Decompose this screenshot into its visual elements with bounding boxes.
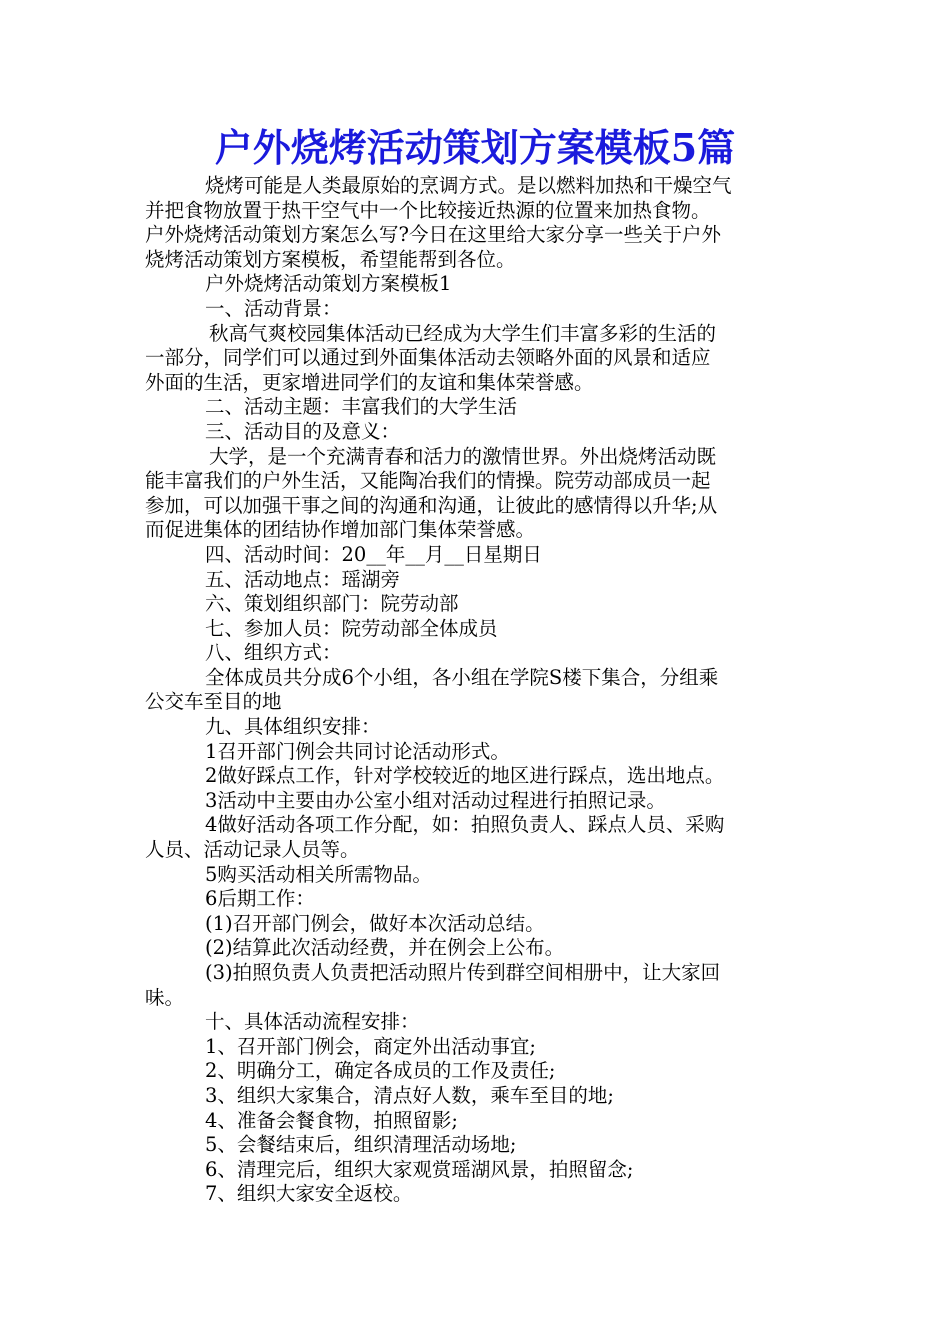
paragraph-line: 全体成员共分成6个小组，各小组在学院S楼下集合，分组乘	[205, 665, 719, 689]
list-item: 4、准备会餐食物，拍照留影;	[205, 1108, 458, 1132]
list-item: 1召开部门例会共同讨论活动形式。	[205, 739, 510, 763]
list-item: 7、组织大家安全返校。	[205, 1182, 413, 1206]
section-heading: 四、活动时间：20__年__月__日星期日	[205, 542, 542, 566]
paragraph-line: 一部分，同学们可以通过到外面集体活动去领略外面的风景和适应	[145, 346, 711, 370]
paragraph-line: 而促进集体的团结协作增加部门集体荣誉感。	[145, 518, 536, 542]
list-item: (3)拍照负责人负责把活动照片传到群空间相册中，让大家回	[205, 961, 721, 984]
list-item: (2)结算此次活动经费，并在例会上公布。	[205, 936, 565, 960]
section-heading: 十、具体活动流程安排：	[205, 1010, 420, 1034]
list-item: 5购买活动相关所需物品。	[205, 862, 432, 886]
list-item: 6、清理完后，组织大家观赏瑶湖风景，拍照留念;	[205, 1157, 634, 1181]
paragraph-line: 秋高气爽校园集体活动已经成为大学生们丰富多彩的生活的	[209, 321, 717, 345]
list-item: 4做好活动各项工作分配，如：拍照负责人、踩点人员、采购	[205, 813, 725, 837]
section-heading: 八、组织方式：	[205, 641, 342, 665]
list-item: 6后期工作：	[205, 887, 315, 911]
document-body	[145, 174, 807, 1207]
paragraph-line: 户外烧烤活动策划方案怎么写?今日在这里给大家分享一些关于户外	[145, 223, 721, 247]
list-item: 2、明确分工，确定各成员的工作及责任;	[205, 1059, 556, 1083]
list-item: 人员、活动记录人员等。	[145, 838, 360, 862]
paragraph-line: 烧烤活动策划方案模板，希望能帮到各位。	[145, 247, 516, 271]
list-item: 3、组织大家集合，清点好人数，乘车至目的地;	[205, 1083, 614, 1107]
paragraph-line: 能丰富我们的户外生活，又能陶冶我们的情操。院劳动部成员一起	[145, 469, 711, 493]
list-item: 2做好踩点工作，针对学校较近的地区进行踩点，选出地点。	[205, 764, 725, 788]
paragraph-line: 烧烤可能是人类最原始的烹调方式。是以燃料加热和干燥空气	[205, 174, 732, 197]
paragraph-line: 大学，是一个充满青春和活力的激情世界。外出烧烤活动既	[209, 444, 717, 468]
section-heading: 五、活动地点：瑶湖旁	[205, 567, 401, 591]
paragraph-line: 并把食物放置于热干空气中一个比较接近热源的位置来加热食物。	[145, 198, 711, 222]
paragraph-line: 参加，可以加强干事之间的沟通和沟通，让彼此的感情得以升华;从	[145, 493, 718, 517]
section-heading: 七、参加人员：院劳动部全体成员	[205, 616, 498, 640]
list-item: 5、会餐结束后，组织清理活动场地;	[205, 1133, 517, 1157]
section-heading: 九、具体组织安排：	[205, 715, 381, 739]
document-title: 户外烧烤活动策划方案模板5篇	[214, 125, 736, 170]
paragraph-line: 外面的生活，更家增进同学们的友谊和集体荣誉感。	[145, 370, 594, 394]
section-heading: 二、活动主题：丰富我们的大学生活	[205, 395, 518, 419]
list-item: 味。	[145, 985, 185, 1009]
list-item: (1)召开部门例会，做好本次活动总结。	[205, 911, 545, 935]
section-heading: 六、策划组织部门：院劳动部	[205, 592, 459, 616]
section-heading: 户外烧烤活动策划方案模板1	[205, 272, 452, 296]
list-item: 3活动中主要由办公室小组对活动过程进行拍照记录。	[205, 788, 666, 812]
section-heading: 三、活动目的及意义：	[205, 419, 401, 443]
paragraph-line: 公交车至目的地	[145, 690, 282, 714]
section-heading: 一、活动背景：	[205, 296, 342, 320]
list-item: 1、召开部门例会，商定外出活动事宜;	[205, 1034, 536, 1058]
